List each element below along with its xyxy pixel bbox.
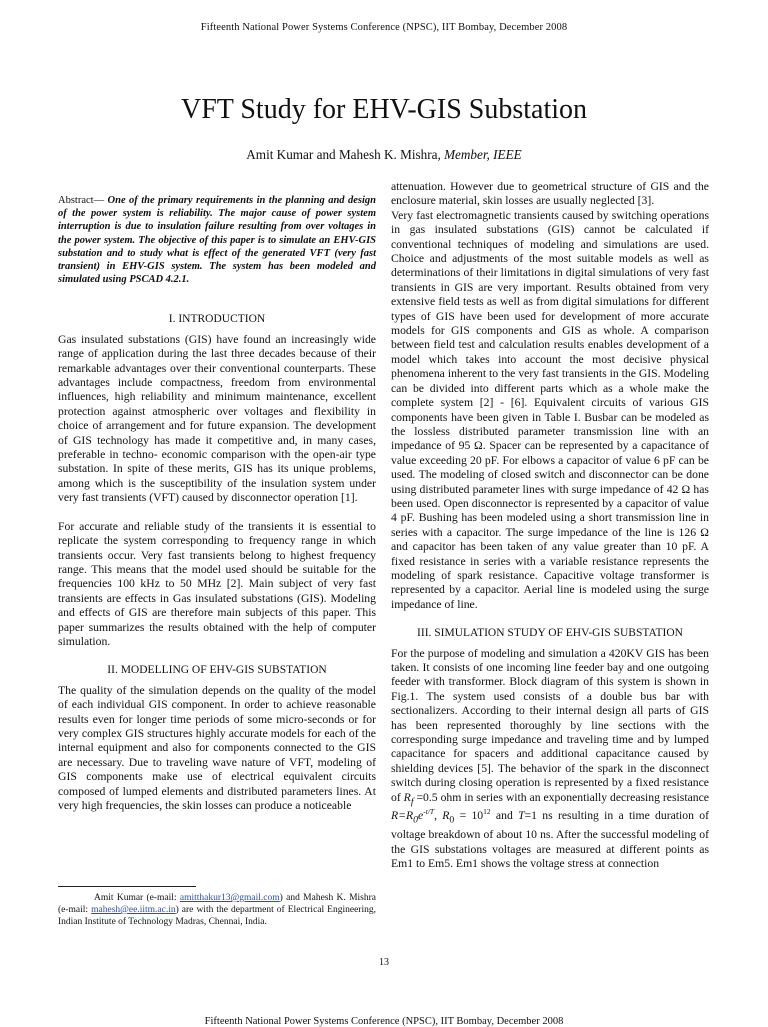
symbol-r: R xyxy=(403,790,411,804)
subscript: 0 xyxy=(413,814,419,826)
section-heading-introduction xyxy=(58,312,376,326)
paragraph: Very fast electromagnetic transients caused by switching operations in gas insulated substations (GIS) cannot be calculated if conventional techniques of modeling and simulations are used. Choice and adjustments of the most suitable models as well as determinations of their limitations in digital simulations of very fast transients in GIS are very important. Results obtained from very extensive field tests as well as from digital simulations for different types of GIS have been used for development of more accurate models for GIS components and GIS as whole. A comparison between field test and calculation results enables development of a model which takes into account the most decisive physical phenomena inherent to the very fast transients in the GIS. Modeling can be divided into different parts which as a whole make the complete system [2] - [6]. Equivalent circuits of various GIS components have been given in Table I. Busbar can be modeled as the lossless distributed parameter transmission line with an impedance of 95 Ω. Spacer can be represented by a capacitance of value exceeding 20 pF. For elbows a capacitor of value 6 pF can be used. The modeling of closed switch and disconnector can be done using distributed parameter lines with surge impedance of 42 Ω has been used. Open disconnector is represented by a capacitor of value 4 pF. Bushing has been modeled using a short transmission line in series with a capacitor. The surge impedance of the line is 126 Ω and capacitor has been taken of any value greater than 10 pF. A fixed resistance in series with a variable resistance represents the modeling of spark resistance. Capacitive voltage transformer is represented by a capacitor. Aerial line is modeled using the surge impedance of line. xyxy=(391,208,709,611)
running-footer: Fifteenth National Power Systems Conference (NPSC), IIT Bombay, December 2008 xyxy=(204,1016,564,1027)
paragraph: Gas insulated substations (GIS) have found an increasingly wide range of application during the last three decades because of their remarkable advantages over their conventional counterparts. These advantages include compactness, freedom from environmental influences, high reliability and minimum maintenance, excellent protection against atmospheric over voltages and flexibility in choice of arrangement and for future expansion. The development of GIS technology has made it competitive and, in many cases, preferable in techno- economic comparison with the open-air type substation. In spite of these merits, GIS has its unique problems, among which is the susceptibility of the insulation system under very fast transients (VFT) caused by disconnector operation [1]. xyxy=(58,332,376,505)
symbol-r: R xyxy=(442,809,450,823)
abstract xyxy=(58,194,376,286)
text-run: =1 ns resulting in a time duration of voltage breakdown of about 10 ns. After the successful modeling of the GIS substations voltages are measured at different points as Em1 to Em5. Em1 shows the voltage stress at connection xyxy=(391,809,710,870)
text-run: ) and Mahesh K. Mishra (e-mail: xyxy=(58,893,376,915)
text-run: , xyxy=(434,809,443,823)
section-number: I. I xyxy=(168,313,183,326)
subscript: f xyxy=(410,795,414,807)
text-run: =0.5 ohm in series with an exponentially decreasing resistance xyxy=(413,790,709,804)
left-column xyxy=(58,180,376,813)
abstract-label: Abstract— xyxy=(58,195,108,206)
text-run: = 10 xyxy=(454,809,484,823)
page-number: 13 xyxy=(379,957,389,968)
section-heading-simulation: III. SIMULATION STUDY OF EHV-GIS SUBSTATION xyxy=(417,627,683,640)
superscript: -t/T xyxy=(423,807,435,817)
author-line xyxy=(0,147,768,163)
paragraph: attenuation. However due to geometrical structure of GIS and the enclosure material, skin losses are usually neglected [3]. xyxy=(391,180,709,208)
text-run: For the purpose of modeling and simulation a 420KV GIS has been taken. It consists of one incoming line feeder bay and one outgoing feeder with transformer. Block diagram of this system is shown in Fig.1. The system used consists of a double bus bar with sectionalizers. According to their internal design all parts of GIS has been represented thoroughly by line sections with the corresponding surge impedance and traveling time and by lumped capacitance for spacers and additional capacitance caused by shielding devices [5]. The behavior of the spark in the disconnect switch during closing operation is represented by a fixed resistance of xyxy=(391,646,709,804)
right-column xyxy=(391,180,709,871)
paragraph: The quality of the simulation depends on the quality of the model of each individual GIS component. In order to achieve reasonable results even for longer time periods of some micro-seconds or for very complex GIS structures highly accurate models for each of the internal equipment and also for components connected to the GIS are necessary. Due to traveling wave nature of VFT, modeling of GIS components make use of electrical equivalent circuits composed of lumped elements and distributed parameters lines. At very high frequencies, the skin losses can produce a noticeable xyxy=(58,683,376,813)
section-heading-modelling: II. MODELLING OF EHV-GIS SUBSTATION xyxy=(107,664,327,677)
text-run: ) are with the department of Electrical Engineering, Indian Institute of Technology Madras, Chennai, India. xyxy=(58,905,376,927)
paper-title: VFT Study for EHV-GIS Substation xyxy=(180,94,588,125)
email-link[interactable]: amitthakur13@gmail.com xyxy=(179,893,280,903)
formula-e: e xyxy=(418,809,424,823)
author-names: Amit Kumar and Mahesh K. Mishra, xyxy=(246,147,445,162)
section-title: NTRODUCTION xyxy=(182,313,266,326)
running-header: Fifteenth National Power Systems Conference (NPSC), IIT Bombay, December 2008 xyxy=(200,22,568,33)
author-footnote xyxy=(58,892,376,928)
symbol-t: T xyxy=(518,809,525,823)
author-membership: Member, IEEE xyxy=(444,147,522,162)
paragraph xyxy=(391,647,709,872)
email-link[interactable]: mahesh@ee.iitm.ac.in xyxy=(91,905,176,915)
paragraph: For accurate and reliable study of the transients it is essential to replicate the system corresponding to frequency range in which transients occur. Very fast transients belong to highest frequency range. This means that the model used should be suitable for the frequencies 100 kHz to 50 MHz [2]. Main subject of very fast transients are effects in Gas insulated substations (GIS). Modeling and effects of GIS are therefore main subjects of this paper. This paper summarizes the results obtained with the help of computer simulation. xyxy=(58,519,376,648)
subscript: 0 xyxy=(449,814,455,826)
superscript: 12 xyxy=(483,807,491,817)
text-run: and xyxy=(490,809,519,823)
text-run: Amit Kumar (e-mail: xyxy=(94,893,180,903)
footnote-rule xyxy=(58,886,196,887)
formula: R=R xyxy=(391,809,414,823)
abstract-text: One of the primary requirements in the planning and design of the power system is reliability. The major cause of power system interruption is due to insulation failure resulting from over voltages in the power system. The objective of this paper is to simulate an EHV-GIS substation and to study what is effect of the generated VFT (very fast transient) in EHV-GIS system. The system has been modeled and simulated using PSCAD 4.2.1. xyxy=(58,195,376,286)
